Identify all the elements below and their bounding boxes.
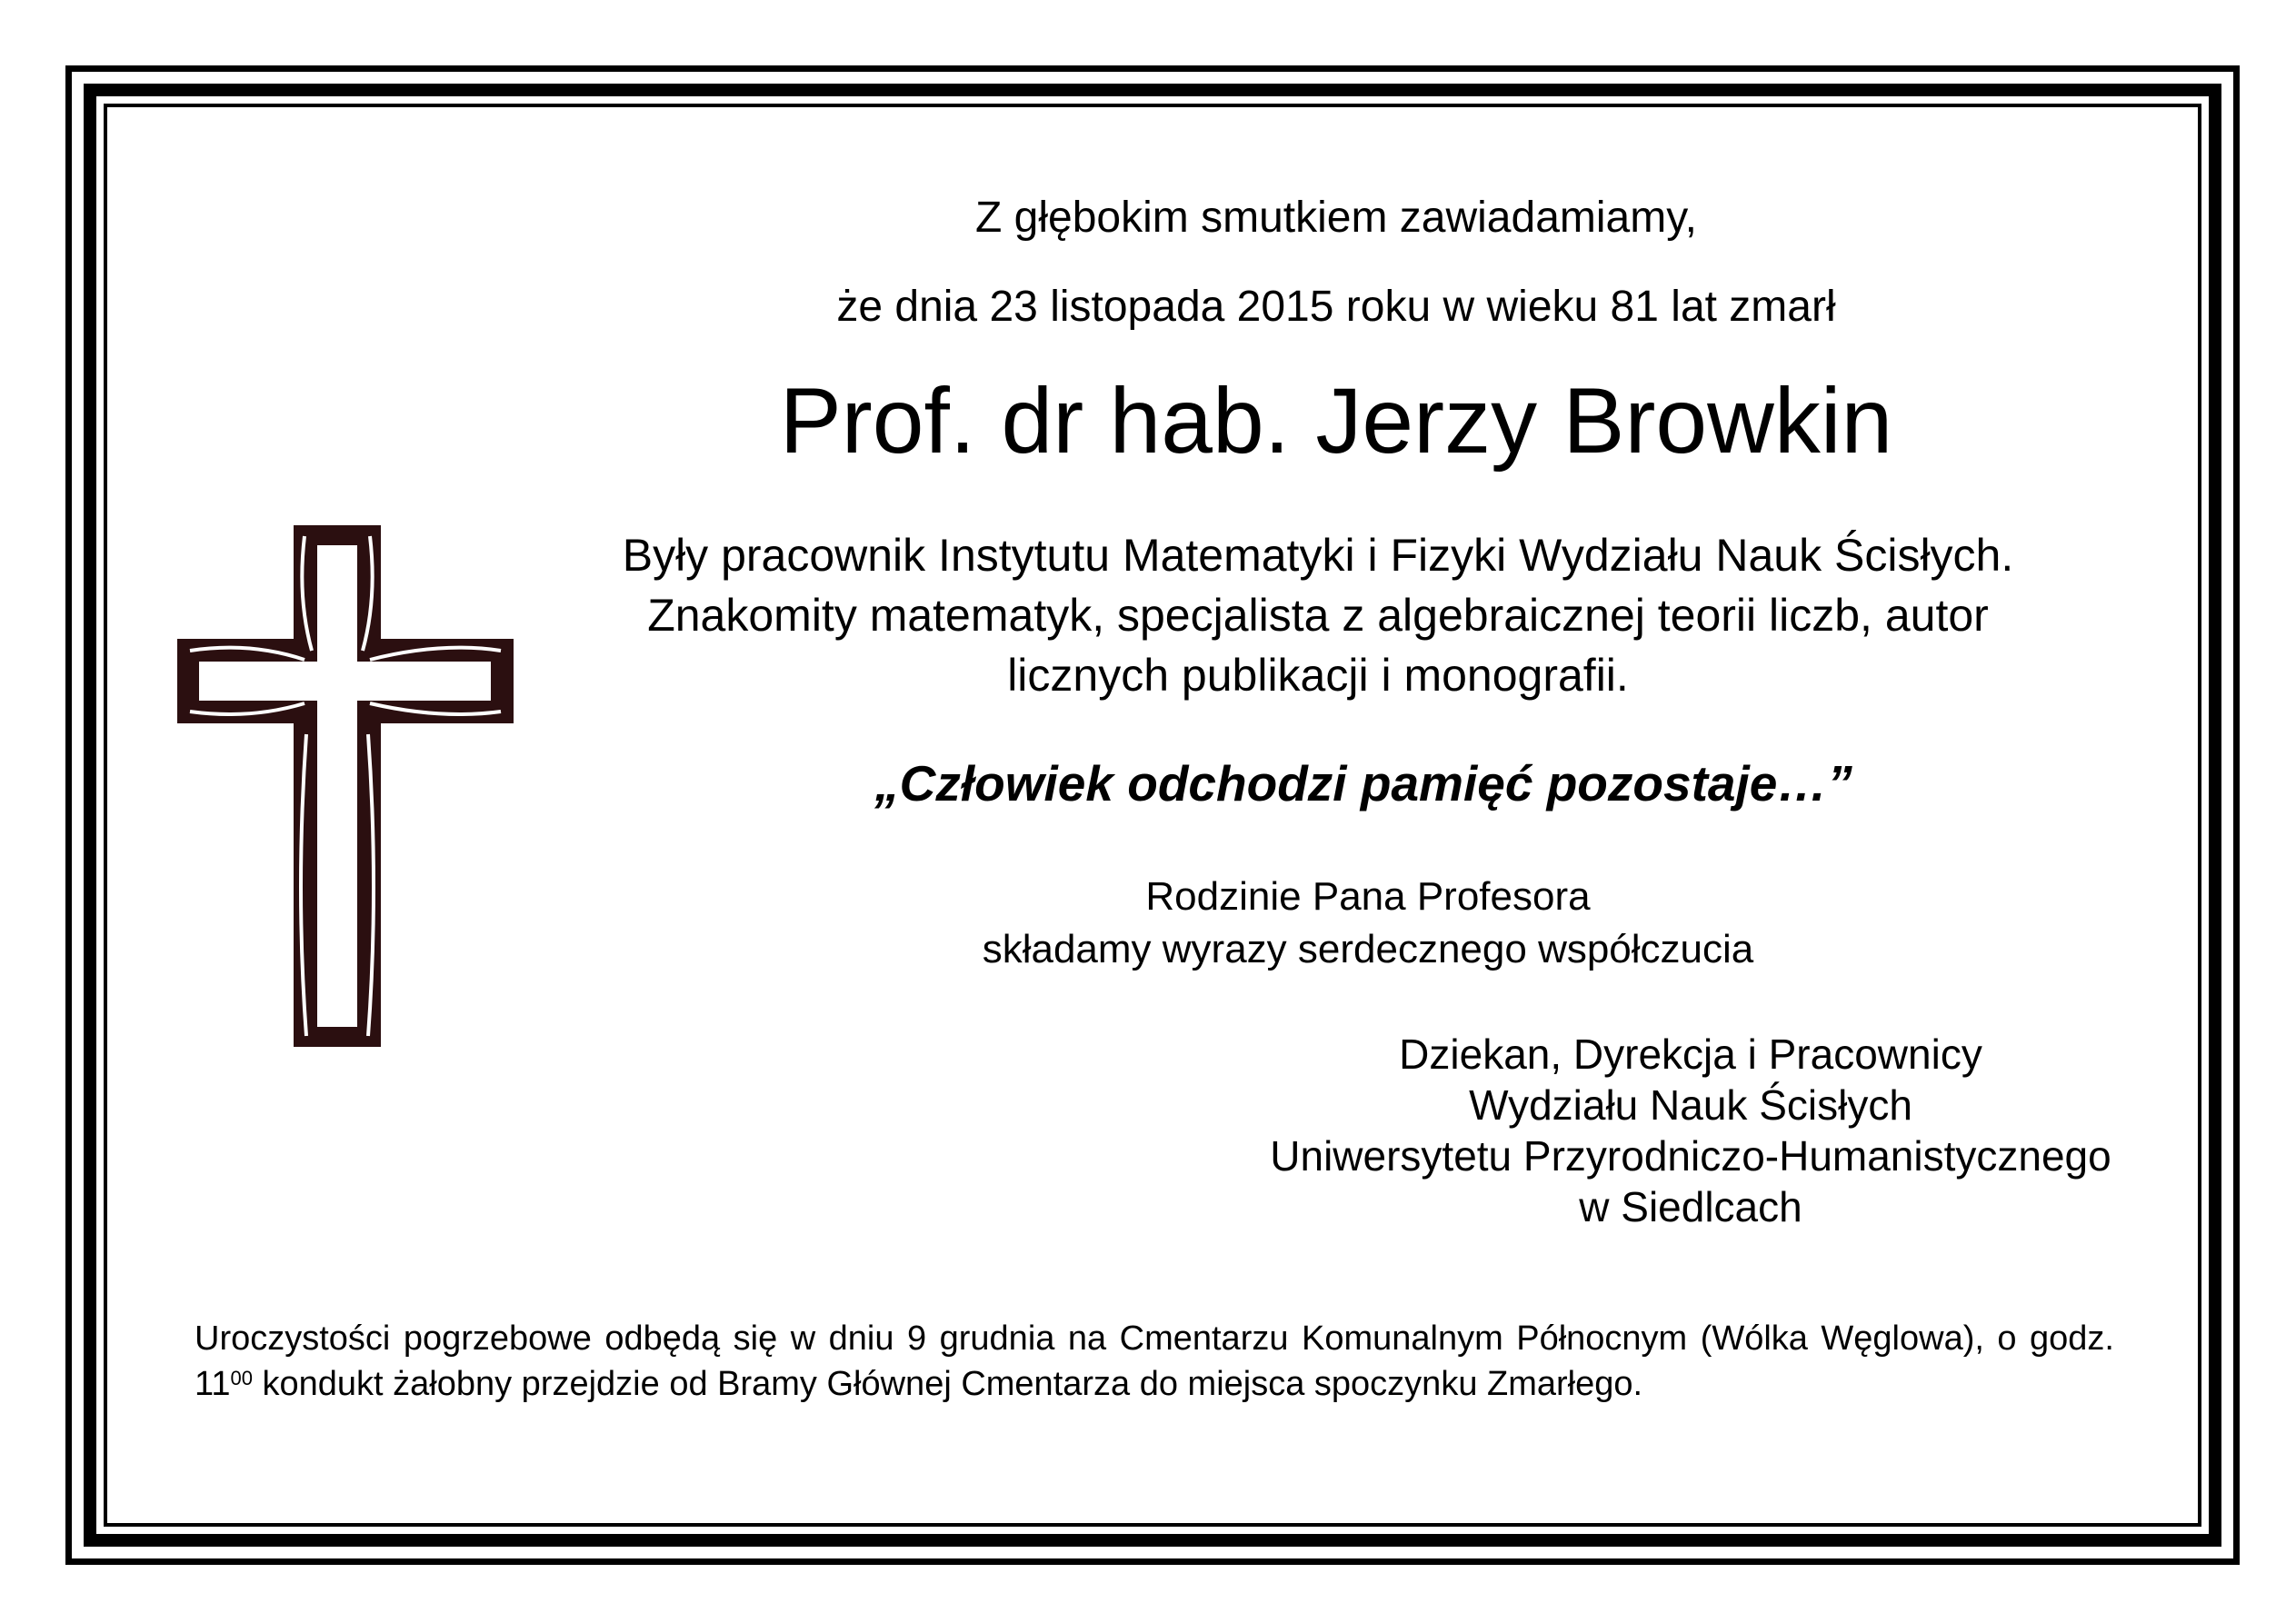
signature-line: Uniwersytetu Przyrodniczo-Humanistycznego [1270,1132,2111,1180]
memorial-quote: „Człowiek odchodzi pamięć pozostaje…” [874,755,1852,812]
opening-line: Z głębokim smutkiem zawiadamiamy, [975,194,1697,242]
condolences-line: Rodzinie Pana Profesora [1145,874,1591,919]
funeral-text-start: Uroczystości pogrzebowe odbędą się w dniu 9 grudnia na Cmentarzu Komunalnym Północnym (Wólka Węglowa), o godz. 11 [195,1319,2114,1403]
deceased-name: Prof. dr hab. Jerzy Browkin [779,369,1893,473]
signature-line: w Siedlcach [1579,1183,1802,1230]
cross-icon [177,525,514,1047]
biography-line: Znakomity matematyk, specjalista z algebraicznej teorii liczb, autor [647,590,1989,641]
condolences-line: składamy wyrazy serdecznego współczucia [982,927,1754,971]
signature-line: Dziekan, Dyrekcja i Pracownicy [1399,1031,1982,1078]
biography [536,525,2100,705]
biography-line: Były pracownik Instytutu Matematyki i Fizyki Wydziału Nauk Ścisłych. [622,530,2014,581]
funeral-information [195,1316,2114,1407]
funeral-text-end: kondukt żałobny przejdzie od Bramy Głównej Cmentarza do miejsca spoczynku Zmarłego. [252,1365,1643,1403]
signature-line: Wydziału Nauk Ścisłych [1469,1081,1912,1129]
signature-block [1073,1029,2296,1232]
condolences [745,871,1991,976]
death-date-line: że dnia 23 listopada 2015 roku w wieku 81 lat zmarł [836,283,1836,331]
biography-line: licznych publikacji i monografii. [1007,650,1629,701]
funeral-time-minutes: 00 [230,1367,253,1389]
